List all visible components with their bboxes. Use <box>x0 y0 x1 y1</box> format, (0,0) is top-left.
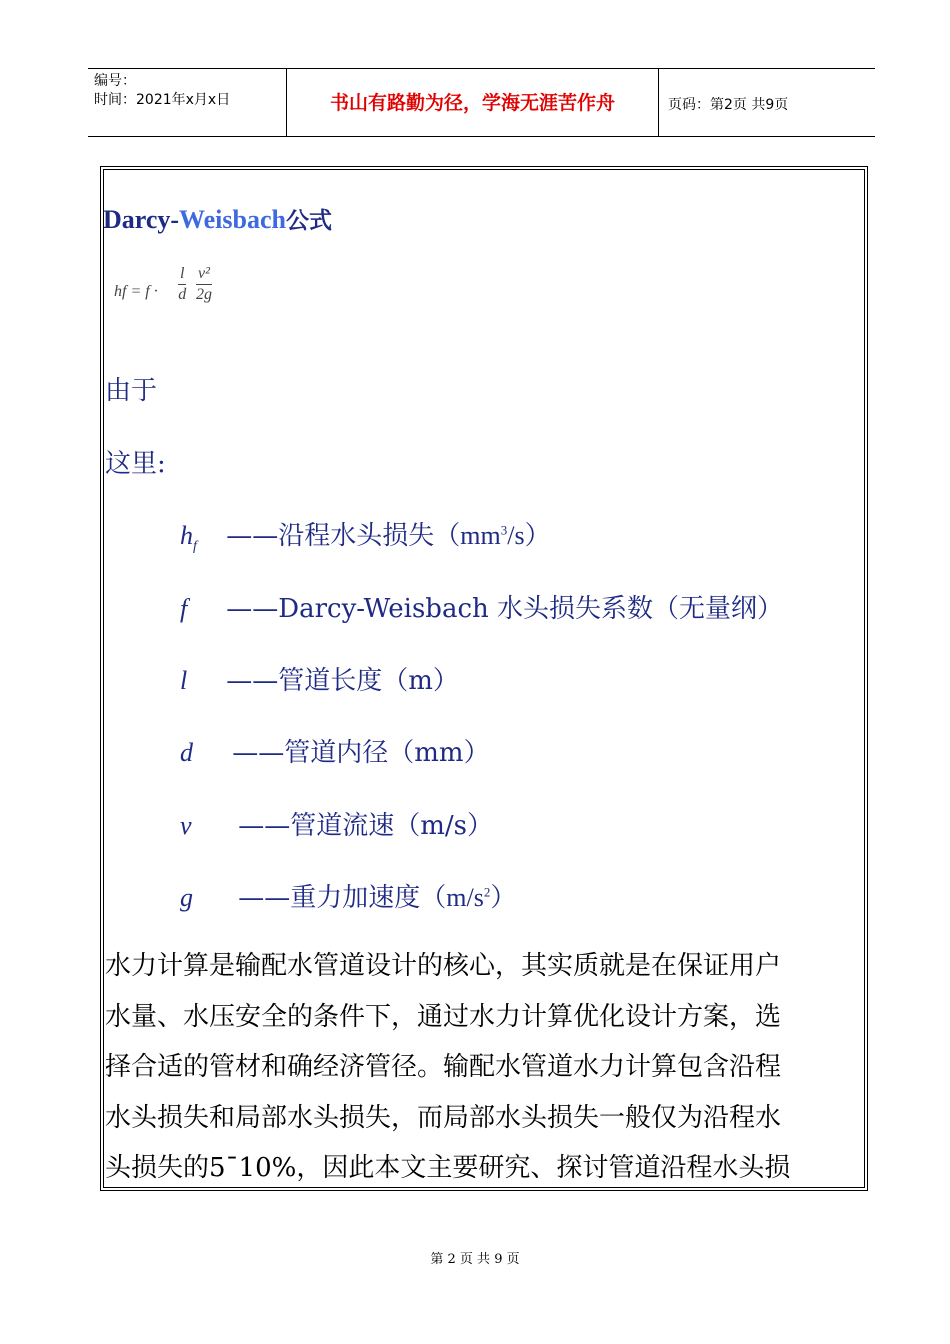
variable-symbol: v <box>180 811 192 840</box>
variable-letter: h <box>180 521 193 550</box>
intro-since: 由于 <box>105 376 158 406</box>
header-motto: 书山有路勤为径，学海无涯苦作舟 <box>329 92 615 114</box>
darcy-weisbach-formula <box>110 262 230 324</box>
formula-frac1-num: l <box>178 264 186 285</box>
document-number-label: 编号： <box>94 73 136 89</box>
header-page-number: 页码：第2页 共9页 <box>668 97 789 113</box>
variable-row-hf <box>180 515 551 555</box>
variable-symbol: g <box>180 883 193 912</box>
variable-unit: m/s <box>446 883 484 912</box>
variable-unit-tail: /s） <box>507 521 551 550</box>
variable-row-f <box>180 588 783 625</box>
variable-dash: —— <box>226 521 279 551</box>
variable-dash: —— <box>232 738 285 768</box>
body-line: 水量、水压安全的条件下，通过水力计算优化设计方案，选 <box>105 1001 782 1032</box>
variable-symbol: f <box>180 594 188 623</box>
title-weisbach: Weisbach <box>179 205 286 234</box>
variable-symbol <box>180 521 218 555</box>
intro-here: 这里: <box>105 449 166 479</box>
title-formula-word: 公式 <box>285 208 332 234</box>
header-meta <box>94 72 230 110</box>
variable-symbol: d <box>180 738 193 767</box>
title-darcy: Darcy- <box>103 205 180 234</box>
variable-description: 管道流速（m/s） <box>290 811 494 841</box>
variable-dash: —— <box>238 811 291 841</box>
variable-dash: —— <box>238 883 291 913</box>
formula-frac2-den: 2g <box>196 286 212 303</box>
variable-unit-exponent: 3 <box>500 522 508 538</box>
body-line: 择合适的管材和确经济管径。输配水管道水力计算包含沿程 <box>105 1052 782 1082</box>
variable-row-v <box>180 805 493 842</box>
variable-description: Darcy-Weisbach 水头损失系数（无量纲） <box>278 594 784 624</box>
page-footer: 第 2 页 共 9 页 <box>430 1252 520 1267</box>
variable-row-d <box>180 732 490 769</box>
variable-description: 管道长度（m） <box>278 666 459 696</box>
formula-fraction-v2-over-2g <box>196 264 212 305</box>
header-divider-right <box>658 69 659 136</box>
variable-unit-tail: ） <box>490 883 517 912</box>
variable-row-l <box>180 660 459 697</box>
variable-description: 重力加速度（ <box>290 883 447 913</box>
variable-subscript: f <box>193 539 197 555</box>
body-line: 水头损失和局部水头损失，而局部水头损失一般仅为沿程水 <box>105 1102 782 1133</box>
formula-frac1-den: d <box>178 286 187 303</box>
variable-description: 沿程水头损失（ <box>278 521 461 551</box>
variable-dash: —— <box>226 666 279 696</box>
variable-dash: —— <box>226 594 279 624</box>
header-top-rule <box>88 68 875 69</box>
body-line: 头损失的5¯10%，因此本文主要研究、探讨管道沿程水头损 <box>105 1153 791 1183</box>
body-line: 水力计算是输配水管道设计的核心，其实质就是在保证用户 <box>105 951 782 981</box>
variable-row-g <box>180 877 516 914</box>
document-date-label: 时间：2021年x月x日 <box>94 92 231 108</box>
body-paragraph <box>105 941 855 1194</box>
variable-unit-exponent: 2 <box>483 884 491 900</box>
header-bottom-rule <box>88 136 875 137</box>
formula-lhs: hf = f · <box>114 283 158 300</box>
variable-symbol: l <box>180 666 188 695</box>
section-title <box>103 202 332 235</box>
formula-frac2-num: v² <box>196 264 212 285</box>
variable-unit: mm <box>460 521 501 550</box>
variable-description: 管道内径（mm） <box>284 738 490 768</box>
formula-fraction-l-over-d <box>178 264 186 305</box>
